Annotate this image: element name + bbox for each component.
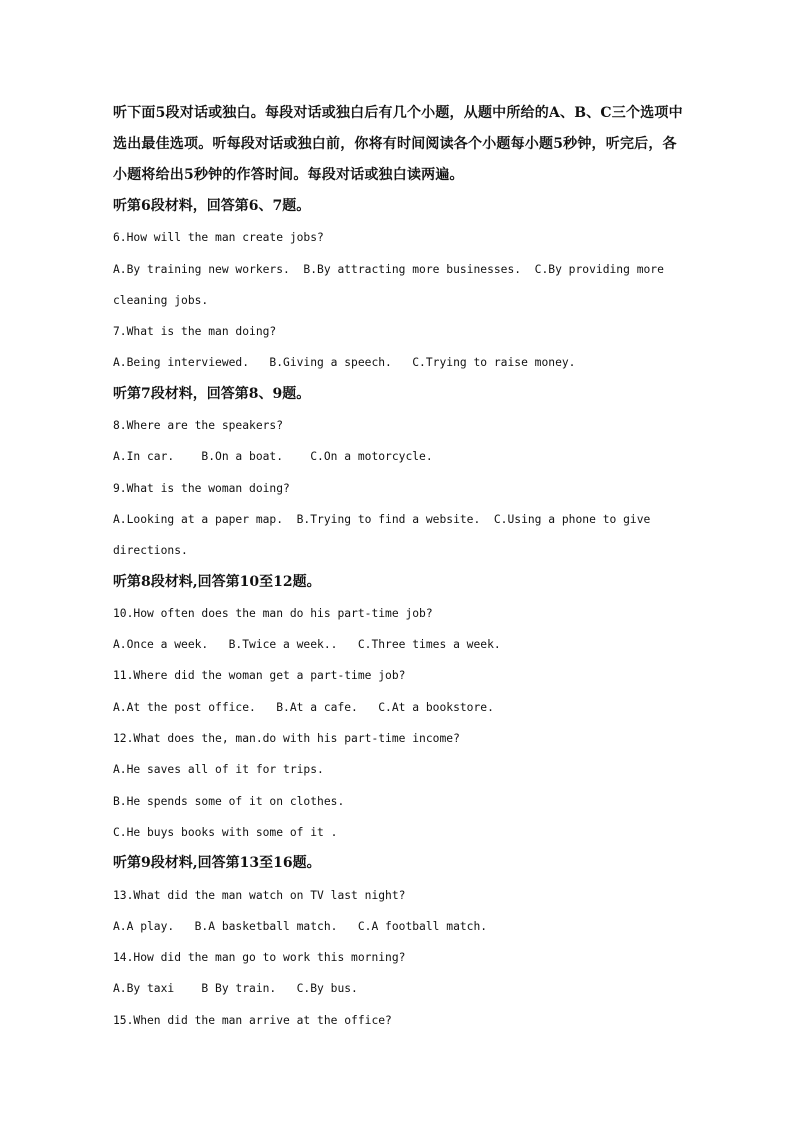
- options-11: A.At the post office. B.At a cafe. C.At a bookstore.: [113, 700, 494, 714]
- options-9-continued: directions.: [113, 544, 188, 558]
- section-6-7: [113, 191, 688, 379]
- options-6: A.By training new workers. B.By attracting more businesses. C.By providing more: [113, 262, 664, 276]
- instruction-line: 小题将给出5秒钟的作答时间。每段对话或独白读两遍。: [113, 167, 464, 183]
- section-heading: 听第7段材料，回答第8、9题。: [113, 385, 311, 402]
- instructions-paragraph: [113, 98, 688, 191]
- question-8: 8.Where are the speakers?: [113, 419, 284, 433]
- option-12c: C.He buys books with some of it .: [113, 825, 338, 839]
- document-page: [113, 98, 688, 1036]
- section-heading: 听第9段材料,回答第13至16题。: [113, 855, 321, 872]
- section-13-16: [113, 848, 688, 1036]
- option-12a: A.He saves all of it for trips.: [113, 763, 324, 777]
- question-15: 15.When did the man arrive at the office?: [113, 1013, 392, 1027]
- question-11: 11.Where did the woman get a part-time job?: [113, 669, 406, 683]
- question-9: 9.What is the woman doing?: [113, 481, 290, 495]
- question-14: 14.How did the man go to work this morning?: [113, 951, 406, 965]
- instruction-line: 选出最佳选项。听每段对话或独白前，你将有时间阅读各个小题每小题5秒钟，听完后，各: [113, 136, 677, 152]
- option-12b: B.He spends some of it on clothes.: [113, 794, 345, 808]
- question-6: 6.How will the man create jobs?: [113, 231, 324, 245]
- section-8-9: [113, 379, 688, 567]
- section-heading: 听第8段材料,回答第10至12题。: [113, 573, 321, 590]
- options-7: A.Being interviewed. B.Giving a speech. C.Trying to raise money.: [113, 356, 576, 370]
- options-9: A.Looking at a paper map. B.Trying to find a website. C.Using a phone to give: [113, 512, 651, 526]
- instruction-line: 听下面5段对话或独白。每段对话或独白后有几个小题，从题中所给的A、B、C三个选项中: [113, 105, 683, 121]
- options-13: A.A play. B.A basketball match. C.A football match.: [113, 919, 488, 933]
- question-10: 10.How often does the man do his part-time job?: [113, 606, 433, 620]
- options-14: A.By taxi B By train. C.By bus.: [113, 982, 358, 996]
- options-6-continued: cleaning jobs.: [113, 293, 209, 307]
- question-7: 7.What is the man doing?: [113, 325, 277, 339]
- section-10-12: [113, 567, 688, 849]
- question-12: 12.What does the, man.do with his part-time income?: [113, 732, 460, 746]
- question-13: 13.What did the man watch on TV last night?: [113, 888, 406, 902]
- options-10: A.Once a week. B.Twice a week.. C.Three times a week.: [113, 638, 501, 652]
- section-heading: 听第6段材料，回答第6、7题。: [113, 198, 311, 214]
- options-8: A.In car. B.On a boat. C.On a motorcycle.: [113, 450, 433, 464]
